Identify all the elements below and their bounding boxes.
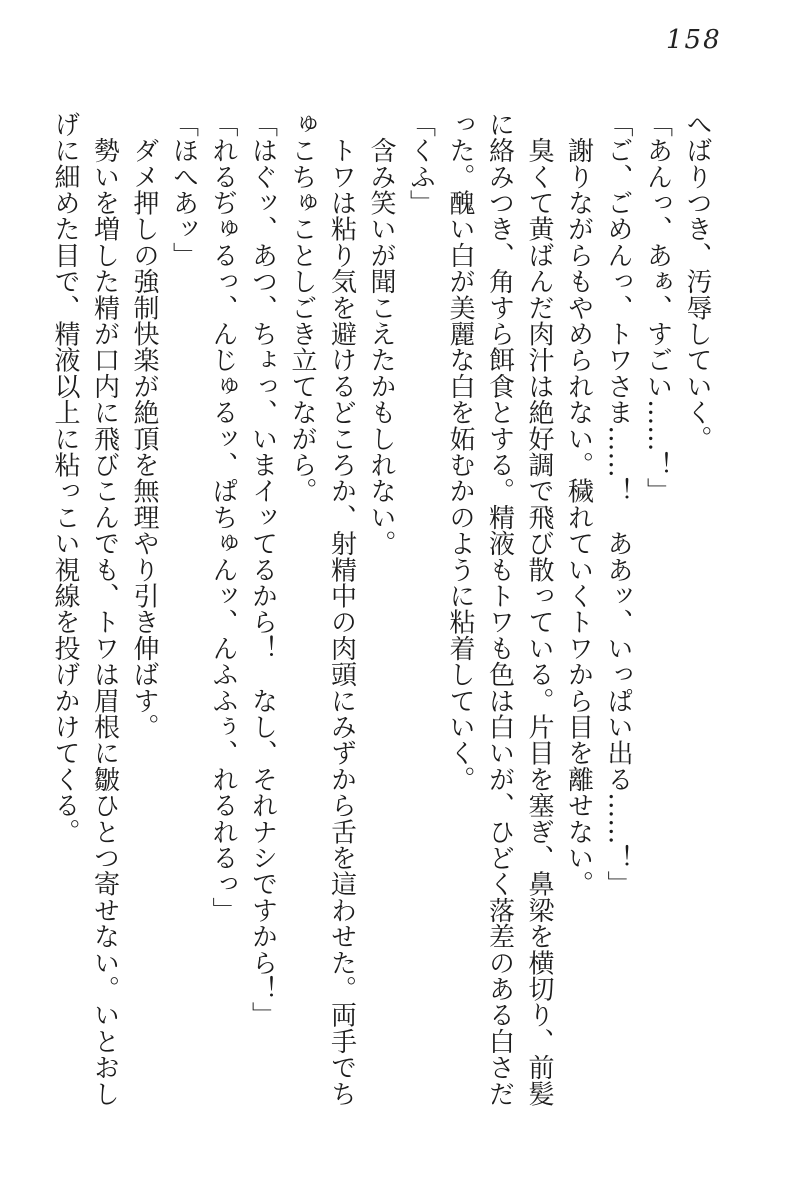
page-body-text [45, 111, 717, 1111]
text-line-4: 謝りながらもやめられない。穢れていくトワから目を離せない。 [563, 111, 594, 897]
text-line-6: に絡みつき、角すら餌食とする。精液もトワも色は白いが、ひどく落差のある白さだ [484, 111, 515, 1107]
text-line-17: げに細めた目で、精液以上に粘っこい視線を投げかけてくる。 [50, 111, 80, 845]
text-line-5: 臭くて黄ばんだ肉汁は絶好調で飛び散っている。片目を塞ぎ、鼻梁を横切り、前髪 [524, 111, 554, 1107]
text-line-15: ダメ押しの強制快楽が絶頂を無理やり引き伸ばす。 [129, 111, 159, 740]
text-line-13: 「れるぢゅるっ、んじゅるッ、ぱちゅんッ、んふふぅ、れるれるっ」 [208, 111, 238, 924]
text-line-10: トワは粘り気を避けるどころか、射精中の肉頭にみずから舌を這わせた。両手でち [326, 111, 357, 1107]
text-line-3: 「ご、ごめんっ、トワさま……！ ああッ、いっぱい出る……！」 [603, 111, 633, 897]
page-number: 158 [666, 25, 722, 55]
text-line-11: ゅこちゅことしごき立てながら。 [287, 111, 317, 504]
text-line-8: 「くふ」 [405, 111, 436, 216]
text-line-2: 「あんっ、あぁ、すごい……！」 [642, 111, 673, 504]
text-line-1: へばりつき、汚辱していく。 [682, 111, 712, 452]
text-line-12: 「はぐッ、あつ、ちょっ、いまイッてるから！ なし、それナシですから！」 [247, 111, 278, 1028]
text-line-9: 含み笑いが聞こえたかもしれない。 [366, 111, 396, 557]
text-line-7: った。醜い白が美麗な白を妬むかのように粘着していく。 [445, 111, 475, 793]
text-line-16: 勢いを増した精が口内に飛びこんでも、トワは眉根に皺ひとつ寄せない。いとおし [89, 111, 120, 1107]
text-line-14: 「ほへあッ」 [168, 111, 199, 269]
